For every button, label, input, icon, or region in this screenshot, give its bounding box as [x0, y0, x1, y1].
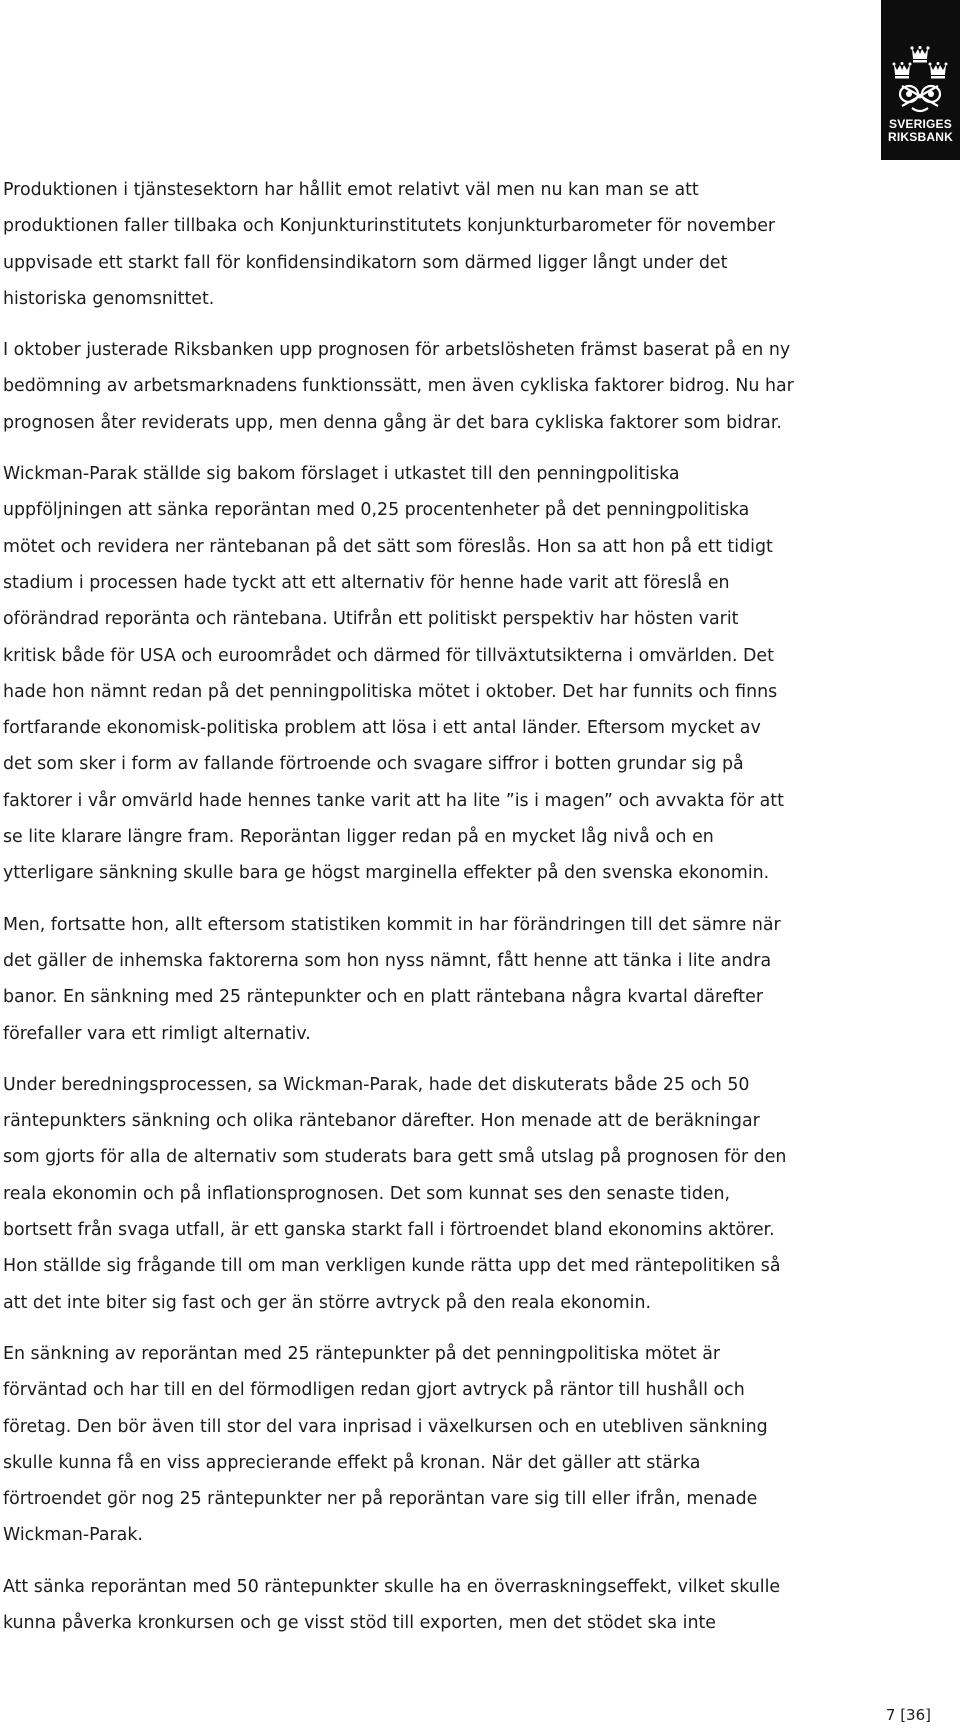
text-line: skulle kunna få en viss apprecierande effekt på kronan. När det gäller att stärka: [3, 1452, 701, 1473]
text-line: det som sker i form av fallande förtroende och svagare siffror i botten grundar sig på: [3, 754, 744, 775]
text-line: faktorer i vår omvärld hade hennes tanke varit att ha lite ”is i magen” och avvakta för att: [3, 790, 784, 811]
text-line: En sänkning av reporäntan med 25 räntepunkter på det penningpolitiska mötet är: [3, 1343, 721, 1364]
text-line: företag. Den bör även till stor del vara inprisad i växelkursen och en utebliven sänkning: [3, 1416, 768, 1437]
text-line: att det inte biter sig fast och ger än större avtryck på den reala ekonomin.: [3, 1292, 652, 1313]
text-line: Hon ställde sig frågande till om man verkligen kunde rätta upp det med räntepolitiken så: [3, 1256, 781, 1277]
logo-text-riksbank: RIKSBANK: [888, 130, 953, 144]
text-line: räntepunkters sänkning och olika räntebanor därefter. Hon menade att de beräkningar: [3, 1111, 760, 1132]
text-line: banor. En sänkning med 25 räntepunkter och en platt räntebana några kvartal därefter: [3, 987, 763, 1008]
text-line: Under beredningsprocessen, sa Wickman-Parak, hade det diskuterats både 25 och 50: [3, 1074, 750, 1095]
text-line: det gäller de inhemska faktorerna som hon nyss nämnt, fått henne att tänka i lite andra: [3, 950, 772, 971]
text-line: Produktionen i tjänstesektorn har hållit emot relativt väl men nu kan man se att: [3, 180, 699, 200]
riksbank-logo: [881, 0, 960, 160]
text-line: förefaller vara ett rimligt alternativ.: [3, 1023, 311, 1044]
paragraph-6: [3, 1336, 873, 1554]
text-line: se lite klarare längre fram. Reporäntan ligger redan på en mycket låg nivå och en: [3, 827, 714, 848]
text-line: mötet och revidera ner räntebanan på det sätt som föreslås. Hon sa att hon på ett tidigt: [3, 536, 773, 557]
text-line: historiska genomsnittet.: [3, 288, 215, 309]
text-line: bedömning av arbetsmarknadens funktionssätt, men även cykliska faktorer bidrog. Nu har: [3, 376, 794, 397]
paragraph-4: [3, 907, 873, 1052]
paragraph-3: [3, 456, 873, 892]
document-body: [3, 172, 873, 1656]
text-line: produktionen faller tillbaka och Konjunkturinstitutets konjunkturbarometer för november: [3, 216, 776, 237]
page-number: 7 [36]: [885, 1706, 931, 1724]
text-line: förväntad och har till en del förmodligen redan gjort avtryck på räntor till hushåll och: [3, 1380, 745, 1401]
text-line: förtroendet gör nog 25 räntepunkter ner på reporäntan vare sig till eller ifrån, menade: [3, 1489, 758, 1510]
text-line: kunna påverka kronkursen och ge visst stöd till exporten, men det stödet ska inte: [3, 1612, 716, 1633]
paragraph-7: [3, 1569, 873, 1642]
text-line: stadium i processen hade tyckt att ett alternativ för henne hade varit att föreslå en: [3, 572, 730, 593]
crowns-emblem-icon: [892, 46, 948, 114]
paragraph-5: [3, 1067, 873, 1321]
text-line: som gjorts för alla de alternativ som studerats bara gett små utslag på prognosen för den: [3, 1147, 787, 1168]
text-line: prognosen åter reviderats upp, men denna gång är det bara cykliska faktorer som bidrar.: [3, 412, 782, 433]
text-line: Att sänka reporäntan med 50 räntepunkter skulle ha en överraskningseffekt, vilket skulle: [3, 1576, 781, 1597]
text-line: fortfarande ekonomisk-politiska problem att lösa i ett antal länder. Eftersom mycket av: [3, 718, 761, 739]
text-line: reala ekonomin och på inflationsprognosen. Det som kunnat ses den senaste tiden,: [3, 1183, 731, 1204]
text-line: uppvisade ett starkt fall för konfidensindikatorn som därmed ligger långt under det: [3, 252, 728, 273]
text-line: kritisk både för USA och euroområdet och därmed för tillväxtutsikterna i omvärlden. Det: [3, 645, 774, 666]
text-line: bortsett från svaga utfall, är ett ganska starkt fall i förtroendet bland ekonomins aktörer.: [3, 1220, 775, 1241]
text-line: Wickman-Parak ställde sig bakom förslaget i utkastet till den penningpolitiska: [3, 464, 680, 485]
paragraph-1: [3, 172, 873, 317]
text-line: Wickman-Parak.: [3, 1525, 143, 1546]
text-line: hade hon nämnt redan på det penningpolitiska mötet i oktober. Det har funnits och finns: [3, 681, 778, 702]
text-line: uppföljningen att sänka reporäntan med 0,25 procentenheter på det penningpolitiska: [3, 500, 750, 521]
paragraph-2: [3, 332, 873, 441]
text-line: I oktober justerade Riksbanken upp prognosen för arbetslösheten främst baserat på en ny: [3, 340, 791, 361]
logo-text-sveriges: SVERIGES: [889, 117, 952, 131]
text-line: ytterligare sänkning skulle bara ge högst marginella effekter på den svenska ekonomin.: [3, 863, 770, 884]
text-line: Men, fortsatte hon, allt eftersom statistiken kommit in har förändringen till det sämre när: [3, 914, 781, 935]
text-line: oförändrad reporänta och räntebana. Utifrån ett politiskt perspektiv har hösten varit: [3, 609, 739, 630]
